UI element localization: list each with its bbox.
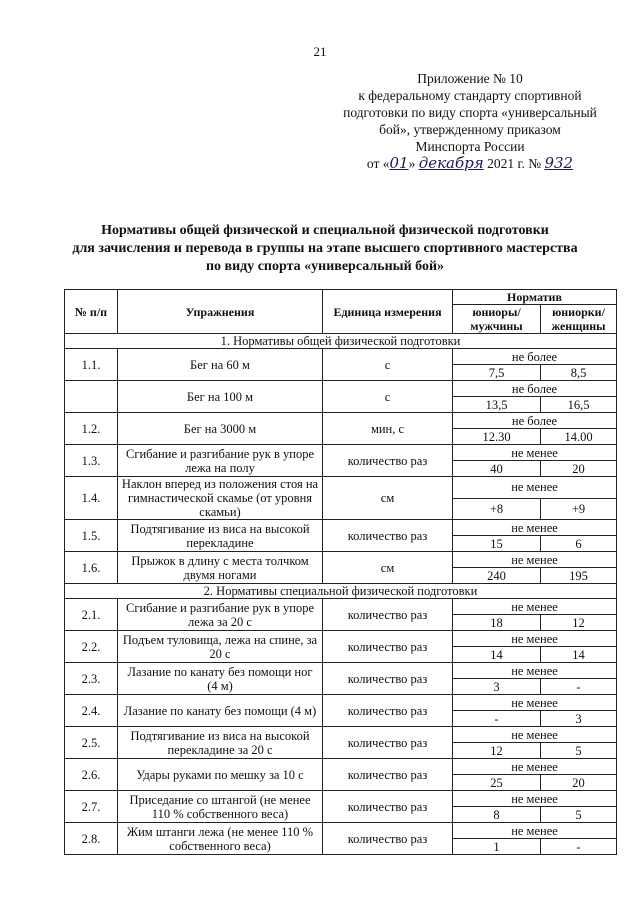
row-exercise: Подъем туловища, лежа на спине, за 20 с — [118, 631, 323, 663]
row-value-women: 8,5 — [541, 365, 617, 381]
row-number: 2.1. — [65, 599, 118, 631]
page-number: 21 — [313, 44, 327, 59]
row-value-women: 3 — [541, 711, 617, 727]
table-row — [65, 520, 617, 536]
title-line: по виду спорта «универсальный бой» — [205, 259, 445, 274]
row-exercise: Сгибание и разгибание рук в упоре лежа за 20 с — [118, 599, 323, 631]
row-condition: не менее — [453, 759, 617, 775]
row-value-women: - — [541, 679, 617, 695]
row-unit: с — [323, 381, 453, 413]
row-value-men: 12 — [453, 743, 541, 759]
row-unit: количество раз — [323, 599, 453, 631]
row-number: 1.4. — [65, 477, 118, 520]
row-exercise: Удары руками по мешку за 10 с — [118, 759, 323, 791]
table-row — [65, 791, 617, 807]
row-condition: не менее — [453, 631, 617, 647]
row-condition: не менее — [453, 599, 617, 615]
row-value-women: 6 — [541, 536, 617, 552]
order-year: 2021 г. № — [487, 156, 542, 171]
title-line: Нормативы общей физической и специальной физической подготовки — [101, 223, 549, 238]
row-exercise: Сгибание и разгибание рук в упоре лежа на полу — [118, 445, 323, 477]
row-value-men: 40 — [453, 461, 541, 477]
table-row — [65, 477, 617, 499]
row-unit: количество раз — [323, 791, 453, 823]
table-row — [65, 631, 617, 647]
row-value-women: 5 — [541, 743, 617, 759]
header-num: № п/п — [65, 290, 118, 334]
order-line — [330, 155, 610, 172]
row-value-men: 15 — [453, 536, 541, 552]
row-condition: не менее — [453, 663, 617, 679]
row-number: 2.2. — [65, 631, 118, 663]
row-condition: не менее — [453, 727, 617, 743]
row-exercise: Приседание со штангой (не менее 110 % собственного веса) — [118, 791, 323, 823]
row-exercise: Бег на 100 м — [118, 381, 323, 413]
table-row — [65, 349, 617, 365]
row-value-men: 240 — [453, 568, 541, 584]
section-title: 1. Нормативы общей физической подготовки — [65, 334, 617, 349]
title-line: для зачисления и перевода в группы на этапе высшего спортивного мастерства — [72, 241, 578, 256]
row-value-women: 14 — [541, 647, 617, 663]
row-unit: количество раз — [323, 759, 453, 791]
table-row — [65, 552, 617, 568]
table-row — [65, 413, 617, 429]
approval-block — [330, 70, 610, 172]
order-month: декабря — [418, 154, 484, 172]
row-exercise: Наклон вперед из положения стоя на гимнастической скамье (от уровня скамьи) — [118, 477, 323, 520]
table-row — [65, 663, 617, 679]
row-number: 1.2. — [65, 413, 118, 445]
row-value-men: 3 — [453, 679, 541, 695]
norms-table-body — [65, 290, 617, 855]
row-value-men: - — [453, 711, 541, 727]
table-row — [65, 823, 617, 839]
row-number: 1.3. — [65, 445, 118, 477]
row-value-men: 18 — [453, 615, 541, 631]
row-unit: см — [323, 552, 453, 584]
row-value-women: 16,5 — [541, 397, 617, 413]
order-day: 01 — [389, 154, 409, 172]
order-prefix: от « — [366, 156, 390, 171]
row-number: 1.1. — [65, 349, 118, 381]
order-mid: » — [408, 156, 416, 171]
row-value-women: +9 — [541, 498, 617, 520]
row-unit: с — [323, 349, 453, 381]
row-exercise: Бег на 3000 м — [118, 413, 323, 445]
row-condition: не менее — [453, 823, 617, 839]
table-row — [65, 695, 617, 711]
table-row — [65, 599, 617, 615]
norms-table — [64, 289, 617, 855]
row-unit: см — [323, 477, 453, 520]
row-condition: не более — [453, 349, 617, 365]
row-unit: количество раз — [323, 520, 453, 552]
row-condition: не менее — [453, 520, 617, 536]
row-value-women: 195 — [541, 568, 617, 584]
table-row — [65, 759, 617, 775]
row-unit: количество раз — [323, 695, 453, 727]
row-value-men: 1 — [453, 839, 541, 855]
row-exercise: Бег на 60 м — [118, 349, 323, 381]
row-exercise: Лазание по канату без помощи (4 м) — [118, 695, 323, 727]
row-unit: количество раз — [323, 823, 453, 855]
row-condition: не менее — [453, 552, 617, 568]
approval-line: подготовки по виду спорта «универсальный — [343, 105, 597, 120]
row-number: 2.4. — [65, 695, 118, 727]
row-value-women: 12 — [541, 615, 617, 631]
approval-line: Минспорта России — [415, 139, 525, 154]
row-value-women: 20 — [541, 461, 617, 477]
row-condition: не более — [453, 413, 617, 429]
header-unit: Единица измерения — [323, 290, 453, 334]
row-exercise: Подтягивание из виса на высокой перекладине за 20 с — [118, 727, 323, 759]
row-number: 2.5. — [65, 727, 118, 759]
row-number — [65, 381, 118, 413]
row-value-men: 25 — [453, 775, 541, 791]
row-number: 1.5. — [65, 520, 118, 552]
row-exercise: Подтягивание из виса на высокой перекладине — [118, 520, 323, 552]
row-value-women: - — [541, 839, 617, 855]
table-row — [65, 727, 617, 743]
row-number: 2.7. — [65, 791, 118, 823]
row-condition: не более — [453, 381, 617, 397]
order-number: 932 — [544, 154, 574, 172]
row-unit: количество раз — [323, 631, 453, 663]
row-number: 1.6. — [65, 552, 118, 584]
section-title: 2. Нормативы специальной физической подготовки — [65, 584, 617, 599]
row-value-women: 14.00 — [541, 429, 617, 445]
row-value-men: 8 — [453, 807, 541, 823]
table-row — [65, 381, 617, 397]
document-title — [40, 222, 610, 276]
row-unit: мин, с — [323, 413, 453, 445]
row-unit: количество раз — [323, 727, 453, 759]
row-exercise: Лазание по канату без помощи ног (4 м) — [118, 663, 323, 695]
row-unit: количество раз — [323, 663, 453, 695]
header-juniors: юниоры/ мужчины — [453, 305, 541, 334]
row-condition: не менее — [453, 695, 617, 711]
section-row — [65, 334, 617, 349]
approval-line: Приложение № 10 — [417, 71, 523, 86]
row-exercise: Жим штанги лежа (не менее 110 % собственного веса) — [118, 823, 323, 855]
row-value-men: 13,5 — [453, 397, 541, 413]
row-value-men: 12.30 — [453, 429, 541, 445]
row-condition: не менее — [453, 477, 617, 499]
header-norm: Норматив — [453, 290, 617, 305]
header-exercise: Упражнения — [118, 290, 323, 334]
approval-line: бой», утвержденному приказом — [379, 122, 561, 137]
row-value-men: 14 — [453, 647, 541, 663]
section-row — [65, 584, 617, 599]
row-exercise: Прыжок в длину с места толчком двумя ногами — [118, 552, 323, 584]
row-value-men: 7,5 — [453, 365, 541, 381]
row-number: 2.6. — [65, 759, 118, 791]
row-value-women: 20 — [541, 775, 617, 791]
row-value-men: +8 — [453, 498, 541, 520]
row-number: 2.3. — [65, 663, 118, 695]
row-condition: не менее — [453, 445, 617, 461]
row-value-women: 5 — [541, 807, 617, 823]
header-junior-girls: юниорки/ женщины — [541, 305, 617, 334]
approval-line: к федеральному стандарту спортивной — [358, 88, 582, 103]
row-condition: не менее — [453, 791, 617, 807]
row-unit: количество раз — [323, 445, 453, 477]
table-row — [65, 445, 617, 461]
header-row — [65, 290, 617, 305]
row-number: 2.8. — [65, 823, 118, 855]
